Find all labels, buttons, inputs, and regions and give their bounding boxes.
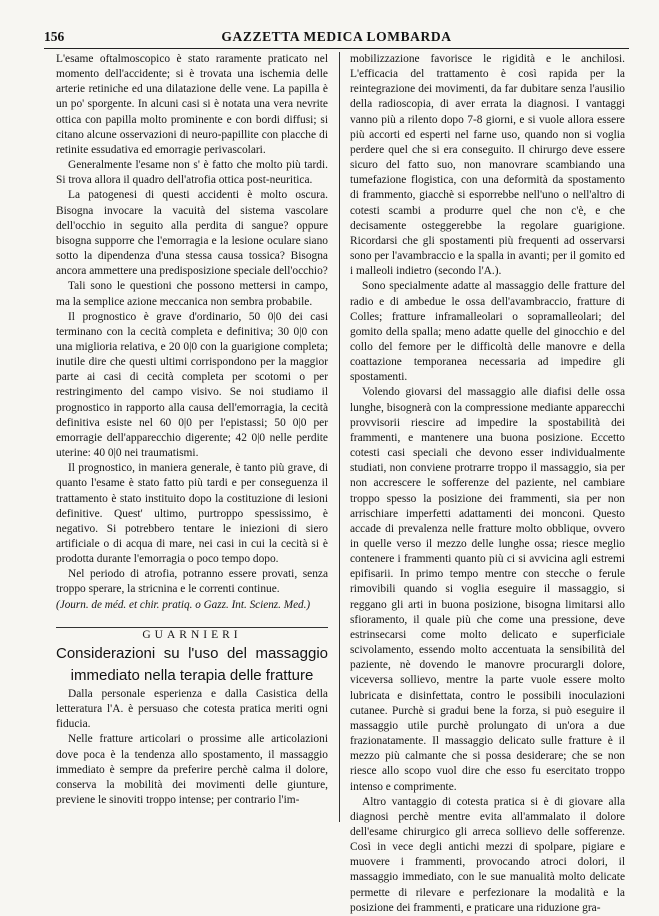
header-rule: [44, 48, 629, 49]
paragraph: Generalmente l'esame non s' è fatto che molto più tardi. Si trova allora il quadro dell'atrofia ottica post-neuritica.: [56, 159, 328, 187]
paragraph: Nel periodo di atrofia, potranno essere provati, senza troppo sperare, la stricnina e le correnti continue.: [56, 568, 328, 596]
paragraph: Dalla personale esperienza e dalla Casistica della letteratura l'A. è persuaso che cotesta pratica meriti ogni fiducia.: [56, 687, 328, 731]
paragraph: Altro vantaggio di cotesta pratica si è di giovare alla diagnosi perchè mentre evita all'ammalato il dolore dell'esame chirurgico gli arreca sollievo delle sofferenze. Così in vece degli antichi mezzi di spolpare, pigiare e muovere i frammenti, provocando atroci dolori, il massaggio immediato, con le sue manualità molto delicate permette di rilevare e perfezionare la modalità e la posizione dei frammenti, e praticare una riduzione gra-: [350, 795, 625, 914]
paragraph: L'esame oftalmoscopico è stato raramente praticato nel momento dell'accidente; si è trovata una ischemia delle arterie retiniche ed una dilatazione delle vene. La papilla è un po' sporgente. In alcuni casi si è notata una vera nevrite ottica con papilla molto prominente e con bordi diffusi; si citano alcune osservazioni di neuro-papillite con placche di retinite essudativa ed emorragie perivascolari.: [56, 53, 328, 156]
running-header: [44, 28, 629, 46]
paragraph: Volendo giovarsi del massaggio alle diafisi delle ossa lunghe, bisognerà con la compressione mediante apparecchi provvisorii riescire ad impedire la spostabilità dei frammenti, e mantenere una buona posizione. Eccetto cotesti casi speciali che devono esser individualmente studiati, non conviene protrarre troppo il massaggio, sia per non accrescere le sofferenze del paziente, nel cambiare troppo spesso la posizione dei frammenti, sia per non arrischiare imperfetti adattamenti dei monconi. Questo accade di prevalenza nelle fratture molto obblique, ovvero in quelle verso il mezzo delle lunghe ossa; riesce meglio contenere i frammenti quanto più ci si avvicina agli estremi epifisarii. In primo tempo mentre con stecche o ferule rimovibili quando si voglia eseguire il massaggio, si reggano gli arti in buona posizione, bisogna limitarsi allo sfioramento, il quale più che come una pressione, deve estrinsecarsi come molto delicato e superficiale scivolamento, essendo molto accentuata la sensibilità del paziente, nè dovendo le manovre procurargli dolore, viceversa sollievo, mentre la parte vuole essere molto lubricata e disinfettata, contro le possibili inoculazioni cutanee. Purchè si gradui bene la forza, si può eseguire il massaggio utile purchè prolungato di un'ora a due frazionatamente. Il massaggio delicato sulle fratture è il mezzo più calmante che si possa desiderare; che se non riesce allo scopo vuol dire che esso fu esercitato troppo intenso e comprimente.: [350, 386, 625, 793]
section-heading: GUARNIERI: [142, 628, 242, 641]
page-number: 156: [44, 29, 65, 44]
column-divider: [339, 52, 340, 822]
paragraph: Nelle fratture articolari o prossime alle articolazioni dove poca è la tendenza allo spostamento, il massaggio immediato è sempre da preferire perchè calma il dolore, conserva la mobilità dei movimenti delle giunture, previene le sinoviti troppo intense; per contrario l'im-: [56, 733, 328, 807]
paragraph: Il prognostico è grave d'ordinario, 50 0|0 dei casi terminano con la cecità completa e definitiva; 30 0|0 con una miglioria relativa, e 20 0|0 con la guarigione completa; inutile dire che questi ultimi corrispondono per la maggior parte ai casi di cecità completa per scotomi o per restringimento del campo visivo. Se noi studiamo il prognostico in rapporto alla causa dell'emorragia, la cecità definitiva esiste nel 60 0|0 per l'epistassi; 50 0|0 per emorragie dell'apparecchio digerente; 42 0|0 nelle perdite uterine: 40 0|0 nei traumatismi.: [56, 310, 328, 460]
paragraph: mobilizzazione favorisce le rigidità e le anchilosi. L'efficacia del trattamento è così rapida per la reintegrazione dei movimenti, da far dubitare senza l'ausilio della radioscopia, di aver errata la diagnosi. I vantaggi vanno più a rilento dopo 7-8 giorni, e si vuole allora essere più accorti ed esperti nel farne uso, quando non si voglia perdere quel che si era conseguito. Il chirurgo deve essere sicuro del fatto suo, non manovrare scambiando una tumefazione flogistica, con una deformità da spostamento di frammento, giacchè si esporrebbe nell'uno o nell'altro di cotesti scambi a produrre quel che non c'è, e che decisamente osteggerebbe la regolare guarigione. Ricordarsi che gli spostamenti più frequenti ad osservarsi sono per l'avambraccio e la spalla in avanti; per il gomito ed i malleoli indietro (secondo l'A.).: [350, 53, 625, 278]
paragraph: Il prognostico, in maniera generale, è tanto più grave, di quanto l'esame è stato fatto più tardi e per conseguenza il trattamento è stato instituito dopo la costituzione di lesioni definitive. Quest' ultimo, purtroppo spessissimo, è negativo. Si potrebbero tentare le iniezioni di siero artificiale o di acqua di mare, nei casi in cui la cecità si è prodotta durante l'emorragia o poco tempo dopo.: [56, 462, 328, 566]
right-column: [350, 52, 625, 916]
paragraph: La patogenesi di questi accidenti è molto oscura. Bisogna invocare la vacuità del sistema vascolare dell'occhio in seguito alla perdita di sangue? oppure bisogna supporre che l'emorragia e la lesione oculare siano sotto la dipendenza d'una stessa causa tossica? Bisogna ancora ammettere una predisposizione speciale dell'occhio?: [56, 189, 328, 278]
paragraph: Sono specialmente adatte al massaggio delle fratture del radio e di ambedue le ossa dell'avambraccio, fratture di Colles; fratture inframalleolari o sopramalleolari; del gomito della spalla; meno adatte quelle del ginocchio e del collo del femore per le difficoltà delle manovre e della coattazione temporanea necessaria ad impedire gli spostamenti.: [350, 280, 625, 384]
article-title: Considerazioni su l'uso del massaggio immediato nella terapia delle fratture: [56, 644, 328, 684]
left-column: [56, 52, 328, 808]
journal-title: GAZZETTA MEDICA LOMBARDA: [221, 29, 452, 44]
paragraph: Tali sono le questioni che possono mettersi in campo, ma la semplice azione meccanica non sembra probabile.: [56, 280, 328, 308]
source-citation: (Journ. de méd. et chir. pratiq. o Gazz. Int. Scienz. Med.): [56, 598, 311, 611]
